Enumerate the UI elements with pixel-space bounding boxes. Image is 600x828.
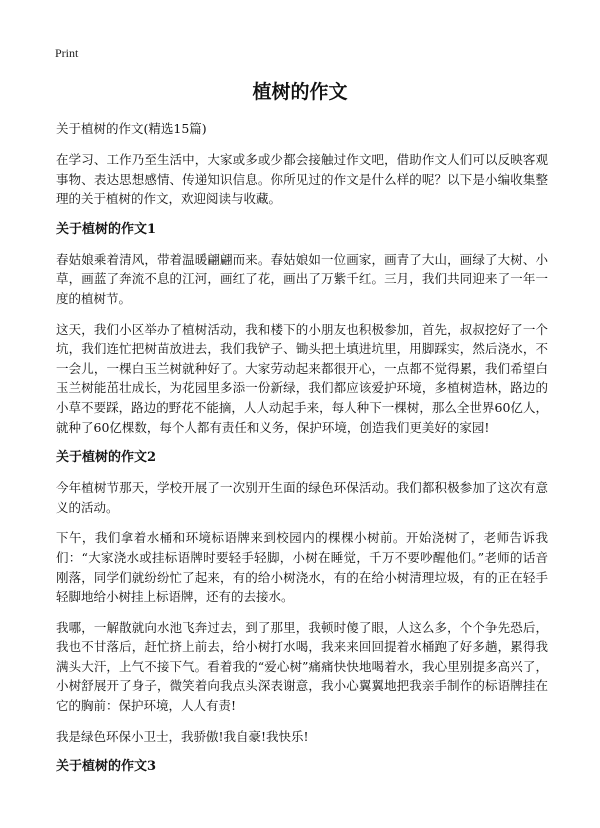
section-1-paragraph-2: 这天，我们小区举办了植树活动，我和楼下的小朋友也积极参加，首先，叔叔挖好了一个坑，我们连忙把树苗放进去，我们我铲子、锄头把土填进坑里，用脚踩实，然后浇水，不一会儿，一棵白玉兰树就种好了。大家劳动起来都很开心，一点都不觉得累，我们希望白玉兰树能茁壮成长，为花园里多添一份新绿，我们都应该爱护环境，多植树造林，路边的小草不要踩，路边的野花不能摘，人人动起手来，每人种下一棵树，那么全世界60亿人，就种了60亿棵数，每个人都有责任和义务，保护环境，创造我们更美好的家园! (56, 321, 548, 435)
section-2-paragraph-4: 我是绿色环保小卫士，我骄傲!我自豪!我快乐! (56, 728, 309, 744)
page-title: 植树的作文 (252, 81, 348, 103)
section-1-paragraph-1: 春姑娘乘着清风，带着温暖翩翩而来。春姑娘如一位画家，画青了大山，画绿了大树、小草，画蓝了奔流不息的江河，画红了花，画出了万紫千红。三月，我们共同迎来了一年一度的植树节。 (56, 251, 548, 306)
print-link[interactable]: Print (55, 46, 79, 60)
article-body (56, 120, 548, 787)
section-heading-3: 关于植树的作文3 (56, 759, 157, 775)
section-2-paragraph-3: 我哪，一解散就向水池飞奔过去，到了那里，我顿时傻了眼，人这么多，个个争先恐后，我也不甘落后，赶忙挤上前去，给小树打水喝，我来来回回提着水桶跑了好多趟，累得我满头大汗，上气不接下气。看着我的“爱心树”痛痛快快地喝着水，我心里别提多高兴了，小树舒展开了身子，微笑着向我点头深表谢意，我小心翼翼地把我亲手制作的标语牌挂在它的胸前：保护环境，人人有责! (56, 619, 548, 714)
article-subtitle: 关于植树的作文(精选15篇) (56, 121, 207, 136)
section-heading-1: 关于植树的作文1 (56, 221, 157, 237)
section-heading-2: 关于植树的作文2 (56, 450, 157, 466)
section-2-paragraph-1: 今年植树节那天，学校开展了一次别开生面的绿色环保活动。我们都积极参加了这次有意义的活动。 (56, 480, 548, 515)
section-2-paragraph-2: 下午，我们拿着水桶和环境标语牌来到校园内的棵棵小树前。开始浇树了，老师告诉我们：“大家浇水或挂标语牌时要轻手轻脚，小树在睡觉，千万不要吵醒他们。”老师的话音刚落，同学们就纷纷忙了起来，有的给小树浇水，有的在给小树清理垃圾，有的正在轻手轻脚地给小树挂上标语牌，还有的去接水。 (56, 530, 548, 605)
intro-paragraph: 在学习、工作乃至生活中，大家或多或少都会接触过作文吧，借助作文人们可以反映客观事物、表达思想感情、传递知识信息。你所见过的作文是什么样的呢？以下是小编收集整理的关于植树的作文，欢迎阅读与收藏。 (56, 152, 548, 207)
